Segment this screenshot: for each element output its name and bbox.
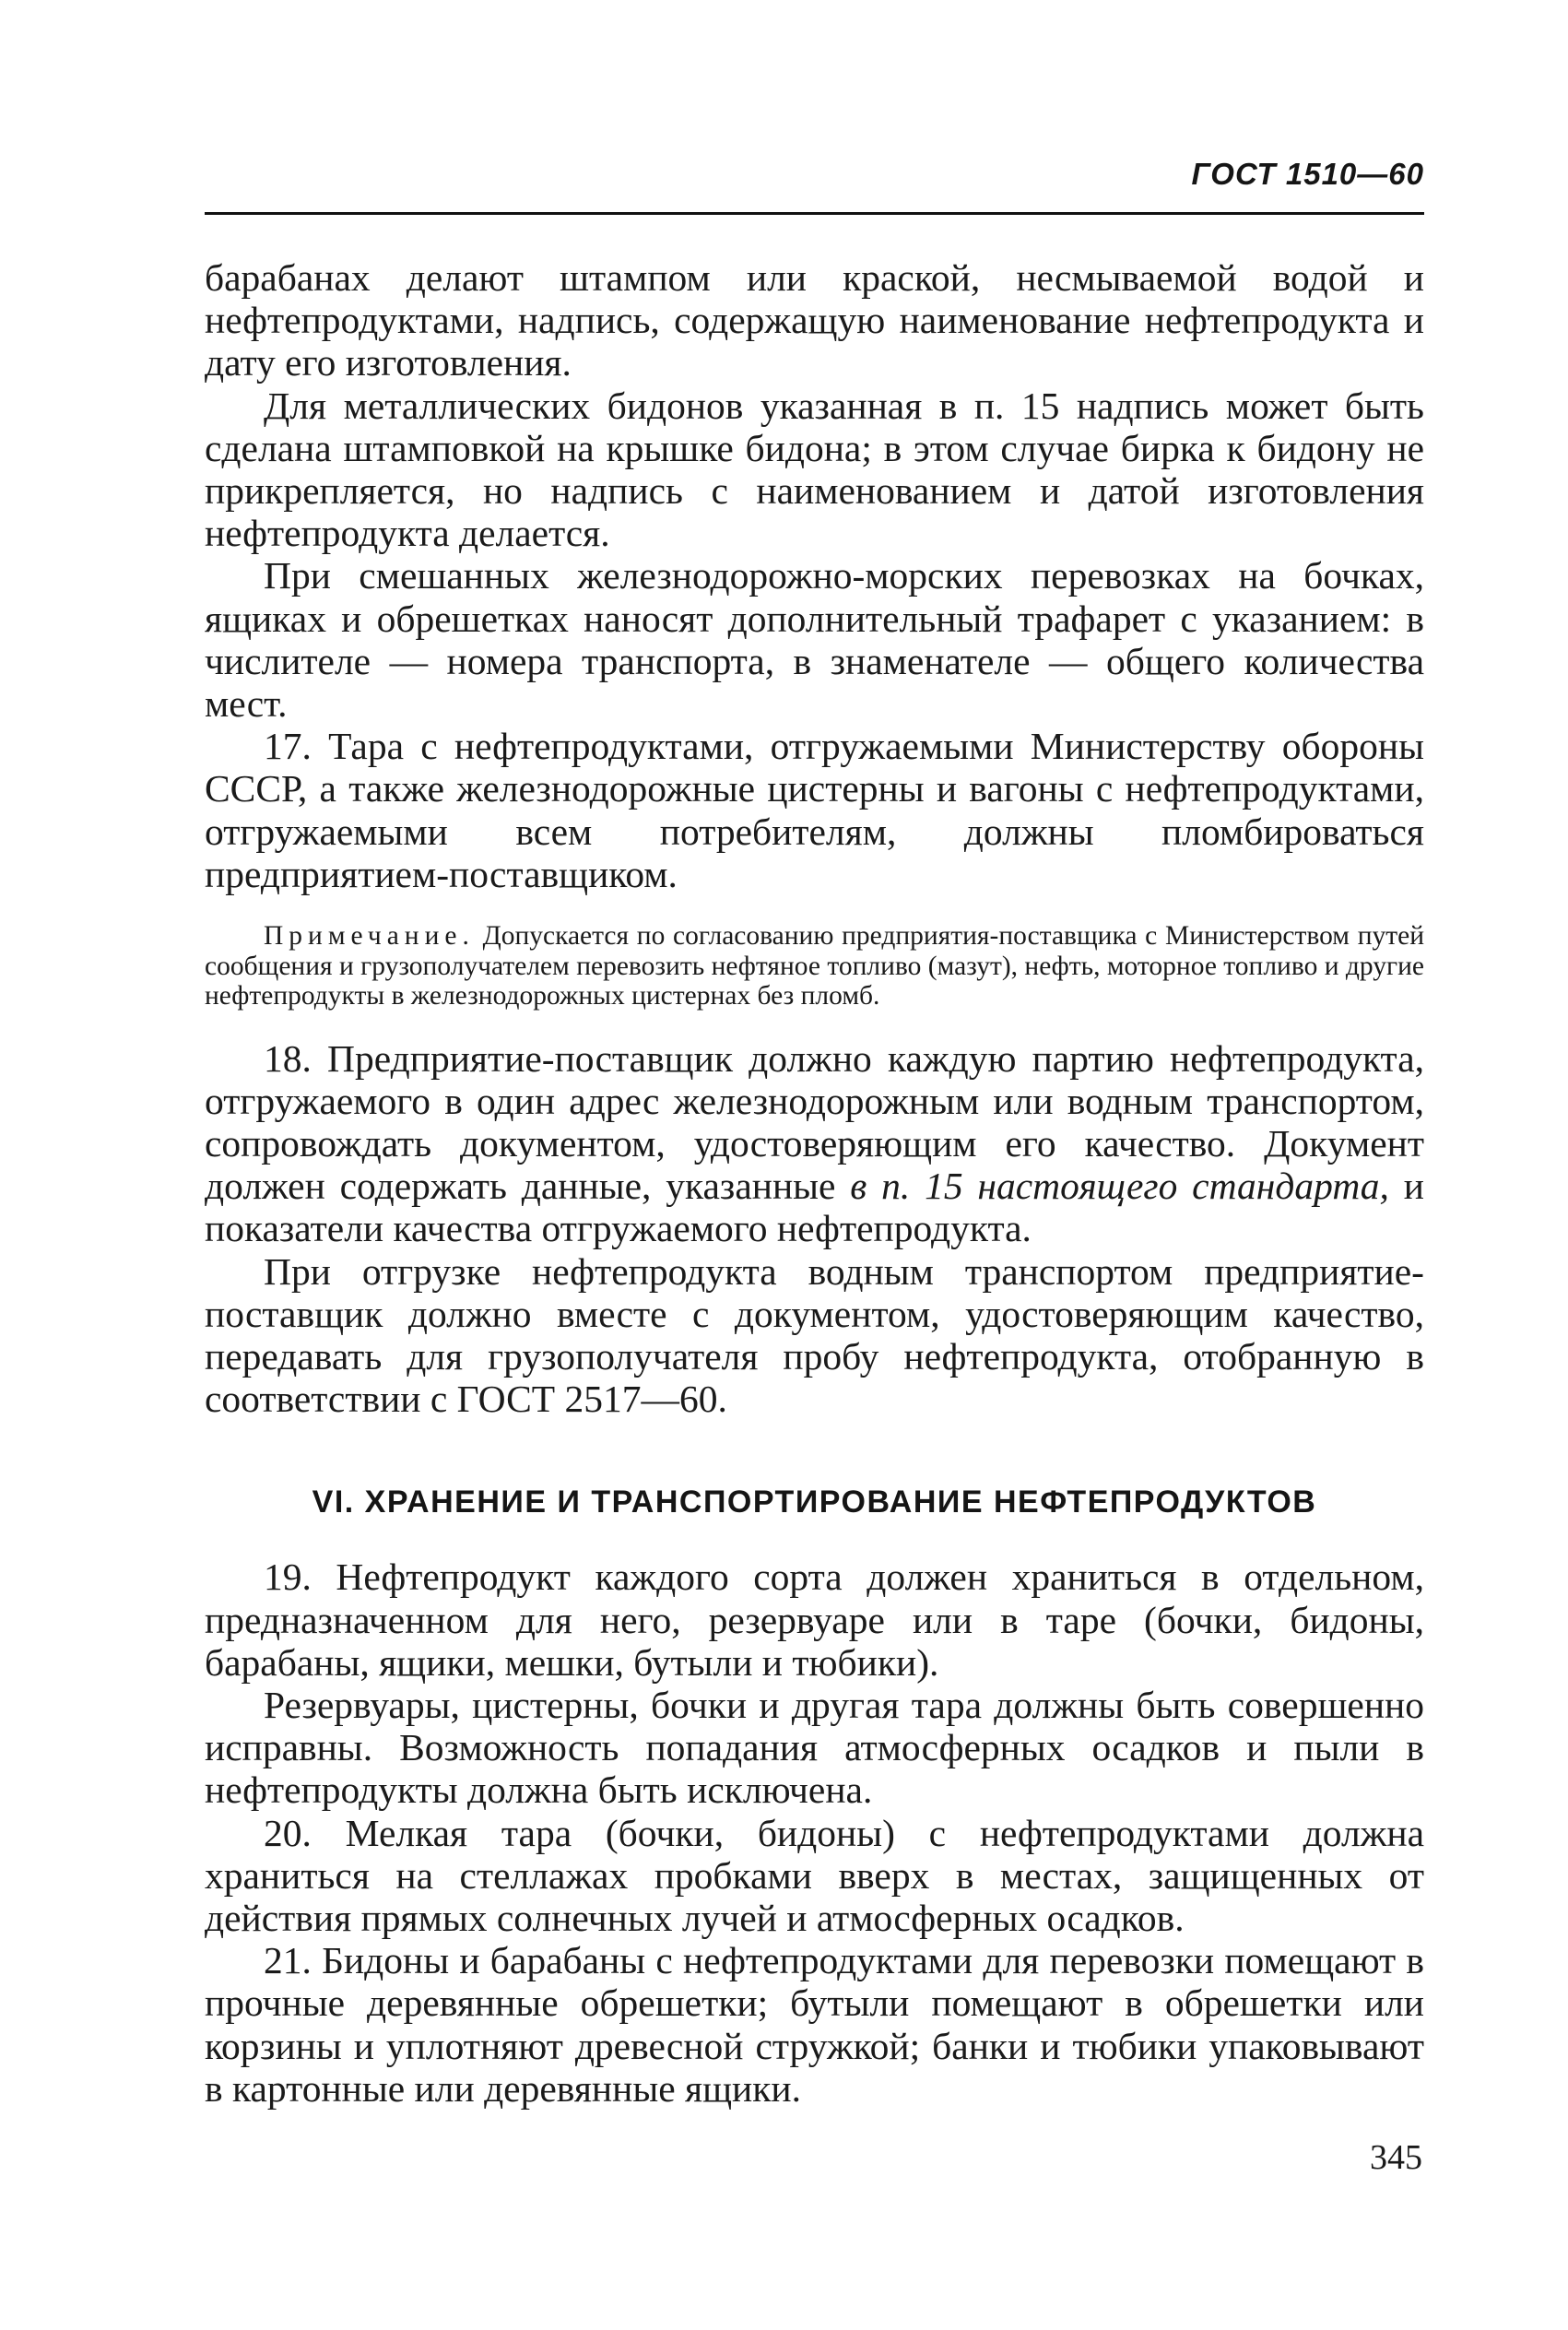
note-text: Допускается по согласованию предприятия-поставщика с Министерством путей сообщения и грузополучателем перевозить нефтяное топливо (мазут), нефть, моторное топливо и другие нефтепродукты в железнодорожных цистернах без пломб. <box>205 921 1424 1011</box>
paragraph-tanks: Резервуары, цистерны, бочки и другая тара должны быть совершенно исправны. Возможность попадания атмосферных осадков и пыли в нефтепродукты должна быть исключена. <box>205 1683 1424 1812</box>
paragraph-item-18-italic: в п. 15 настоящего стандарта, <box>850 1165 1389 1208</box>
note-label: Примечание. <box>264 921 475 952</box>
page-header <box>205 157 1424 203</box>
note <box>205 921 1424 1011</box>
paragraph-item-17: 17. Тара с нефтепродуктами, отгружаемыми Министерству обороны СССР, а также железнодорожные цистерны и вагоны с нефтепродуктами, отгружаемыми всем потребителям, должны пломбироваться предприятием-поставщиком. <box>205 725 1424 895</box>
paragraph-continuation: барабанах делают штампом или краской, несмываемой водой и нефтепродуктами, надпись, содержащую наименование нефтепродукта и дату его изготовления. <box>205 256 1424 384</box>
paragraph-item-19: 19. Нефтепродукт каждого сорта должен храниться в отдельном, предназначенном для него, резервуаре или в таре (бочки, бидоны, барабаны, ящики, мешки, бутыли и тюбики). <box>205 1555 1424 1684</box>
document-body <box>205 256 1424 2110</box>
paragraph-item-18 <box>205 1037 1424 1250</box>
paragraph-water-transport: При отгрузке нефтепродукта водным транспортом предприятие-поставщик должно вместе с документом, удостоверяющим качество, передавать для грузополучателя пробу нефтепродукта, отобранную в соответствии с ГОСТ 2517—60. <box>205 1249 1424 1421</box>
document-code: ГОСТ 1510—60 <box>1191 157 1424 191</box>
paragraph-item-20: 20. Мелкая тара (бочки, бидоны) с нефтепродуктами должна храниться на стеллажах пробками вверх в местах, защищенных от действия прямых солнечных лучей и атмосферных осадков. <box>205 1811 1424 1939</box>
header-rule <box>205 212 1424 215</box>
section-heading: VI. ХРАНЕНИЕ И ТРАНСПОРТИРОВАНИЕ НЕФТЕПРОДУКТОВ <box>312 1484 1317 1520</box>
paragraph-item-18-part1: 18. Предприятие-поставщик должно каждую партию нефтепродукта, отгружаемого в один адрес железнодорожным или водным транспортом, сопровождать документом, удостоверяющим его качество. Документ должен содержать данные, указанные <box>205 1036 1424 1208</box>
paragraph-item-21: 21. Бидоны и барабаны с нефтепродуктами для перевозки помещают в прочные деревянные обрешетки; бутыли помещают в обрешетки или корзины и уплотняют древесной стружкой; банки и тюбики упаковывают в картонные или деревянные ящики. <box>205 1939 1424 2110</box>
page-number: 345 <box>1370 2138 1422 2177</box>
paragraph-metal-cans: Для металлических бидонов указанная в п. 15 надпись может быть сделана штамповкой на крышке бидона; в этом случае бирка к бидону не прикрепляется, но надпись с наименованием и датой изготовления нефтепродукта делается. <box>205 384 1424 555</box>
paragraph-item-18-part2: и показатели качества отгружаемого нефтепродукта. <box>205 1165 1424 1250</box>
paragraph-mixed-transport: При смешанных железнодорожно-морских перевозках на бочках, ящиках и обрешетках наносят дополнительный трафарет с указанием: в числителе — номера транспорта, в знаменателе — общего количества мест. <box>205 554 1424 726</box>
